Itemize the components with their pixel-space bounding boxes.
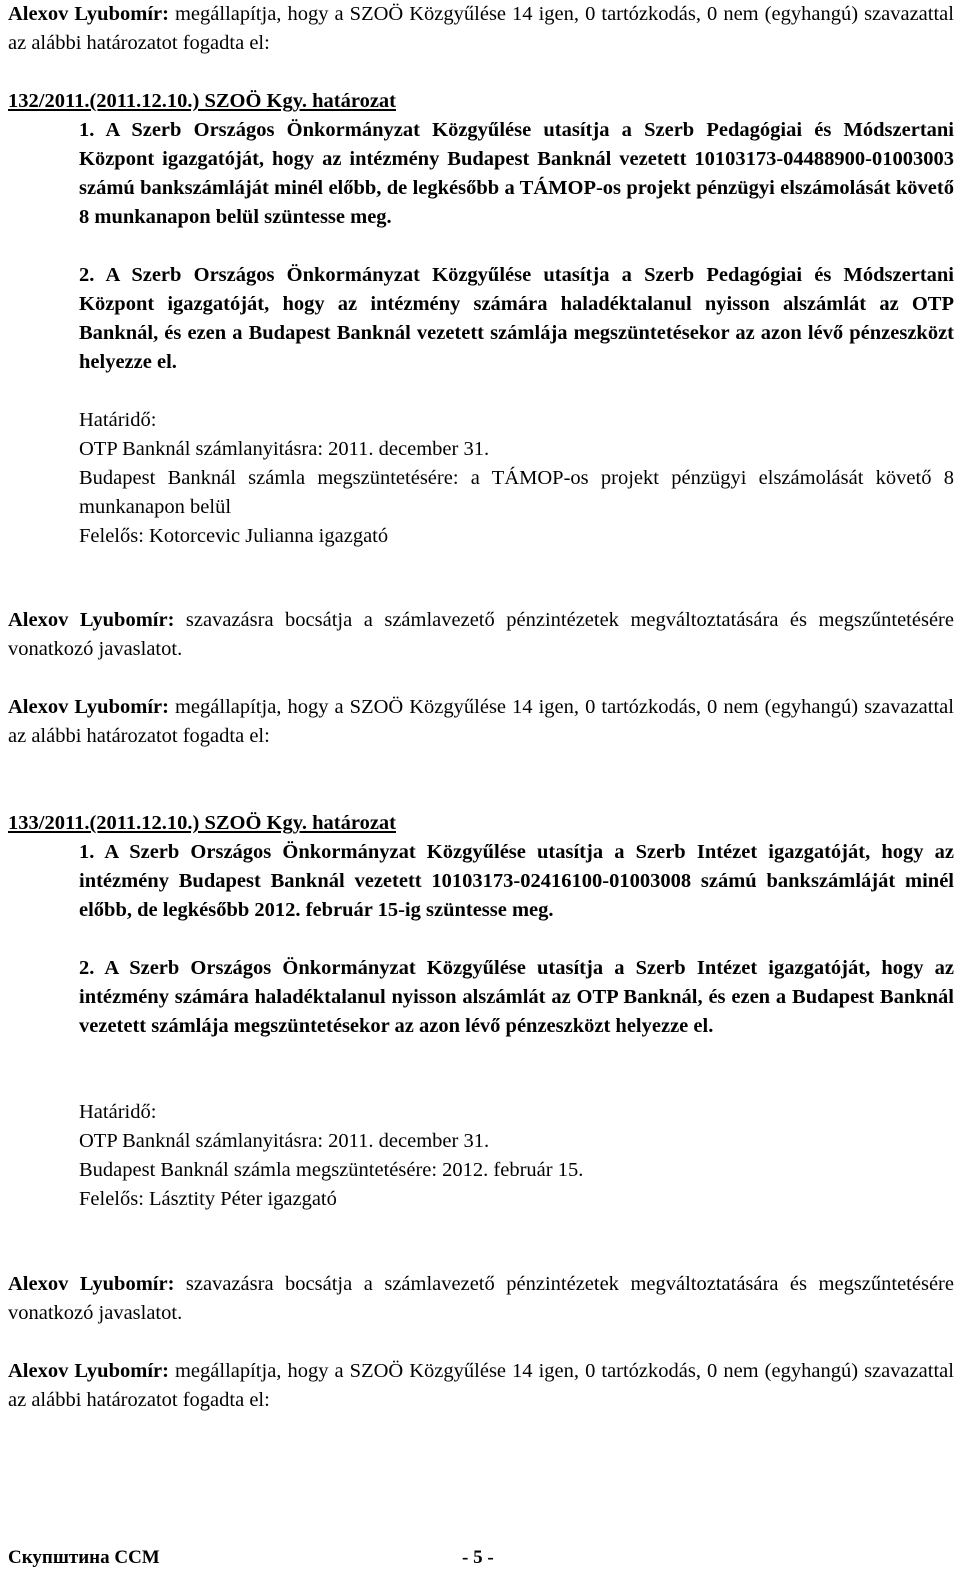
resolution-item-2: 2. A Szerb Országos Önkormányzat Közgyűlése utasítja a Szerb Intézet igazgatóját, hogy az intézmény számára haladéktalanul nyisson alszámlát az OTP Banknál, és ezen a Budapest Banknál vezetett számlája megszüntetésekor az azon lévő pénzeszközt helyezze el. [79, 957, 954, 1037]
deadline-label: Határidő: [79, 1101, 157, 1123]
page-number: - 5 - [462, 1547, 494, 1568]
speaker-name: Alexov Lyubomír: [8, 1360, 169, 1382]
resolution-title: 133/2011.(2011.12.10.) SZOÖ Kgy. határozat [8, 812, 396, 834]
deadline-otp: OTP Banknál számlanyitásra: 2011. december 31. [79, 1130, 490, 1152]
declaration-paragraph [8, 693, 954, 751]
speaker-name: Alexov Lyubomír: [8, 1273, 175, 1295]
resolution-item-2: 2. A Szerb Országos Önkormányzat Közgyűlése utasítja a Szerb Pedagógiai és Módszertani Központ igazgatóját, hogy az intézmény számára haladéktalanul nyisson alszámlát az OTP Banknál, és ezen a Budapest Banknál vezetett számlája megszüntetésekor az azon lévő pénzeszközt helyezze el. [79, 264, 954, 373]
declaration-paragraph [8, 1357, 954, 1415]
vote-paragraph [8, 1270, 954, 1328]
responsible-person: Felelős: Lásztity Péter igazgató [79, 1188, 337, 1210]
resolution-item-1: 1. A Szerb Országos Önkormányzat Közgyűlése utasítja a Szerb Intézet igazgatóját, hogy az intézmény Budapest Banknál vezetett 10103173-02416100-01003008 számú bankszámláját minél előbb, de legkésőbb 2012. február 15-ig szüntesse meg. [79, 841, 954, 921]
footer-organization: Скупштина ССМ [8, 1547, 160, 1568]
vote-paragraph [8, 606, 954, 664]
responsible-person: Felelős: Kotorcevic Julianna igazgató [79, 525, 389, 547]
speaker-name: Alexov Lyubomír: [8, 696, 169, 718]
deadline-budapest: Budapest Banknál számla megszüntetésére: 2012. február 15. [79, 1159, 584, 1181]
declaration-text: megállapítja, hogy a SZOÖ Közgyűlése 14 igen, 0 tartózkodás, 0 nem (egyhangú) szavazattal az alábbi határozatot fogadta el: [8, 1360, 954, 1411]
declaration-text: megállapítja, hogy a SZOÖ Közgyűlése 14 igen, 0 tartózkodás, 0 nem (egyhangú) szavazattal az alábbi határozatot fogadta el: [8, 696, 954, 747]
deadline-otp: OTP Banknál számlanyitásra: 2011. december 31. [79, 438, 490, 460]
speaker-name: Alexov Lyubomír: [8, 3, 169, 25]
resolution-title: 132/2011.(2011.12.10.) SZOÖ Kgy. határozat [8, 90, 396, 112]
vote-text: szavazásra bocsátja a számlavezető pénzintézetek megváltoztatására és megszűntetésére vonatkozó javaslatot. [8, 609, 954, 660]
deadline-budapest: Budapest Banknál számla megszüntetésére: a TÁMOP-os projekt pénzügyi elszámolását követő 8 munkanapon belül [79, 467, 954, 518]
speaker-name: Alexov Lyubomír: [8, 609, 175, 631]
declaration-paragraph [8, 0, 954, 58]
declaration-text: megállapítja, hogy a SZOÖ Közgyűlése 14 igen, 0 tartózkodás, 0 nem (egyhangú) szavazattal az alábbi határozatot fogadta el: [8, 3, 954, 54]
vote-text: szavazásra bocsátja a számlavezető pénzintézetek megváltoztatására és megszűntetésére vonatkozó javaslatot. [8, 1273, 954, 1324]
deadline-label: Határidő: [79, 409, 157, 431]
resolution-item-1: 1. A Szerb Országos Önkormányzat Közgyűlése utasítja a Szerb Pedagógiai és Módszertani Központ igazgatóját, hogy az intézmény Budapest Banknál vezetett 10103173-04488900-01003003 számú bankszámláját minél előbb, de legkésőbb a TÁMOP-os projekt pénzügyi elszámolását követő 8 munkanapon belül szüntesse meg. [79, 119, 954, 228]
